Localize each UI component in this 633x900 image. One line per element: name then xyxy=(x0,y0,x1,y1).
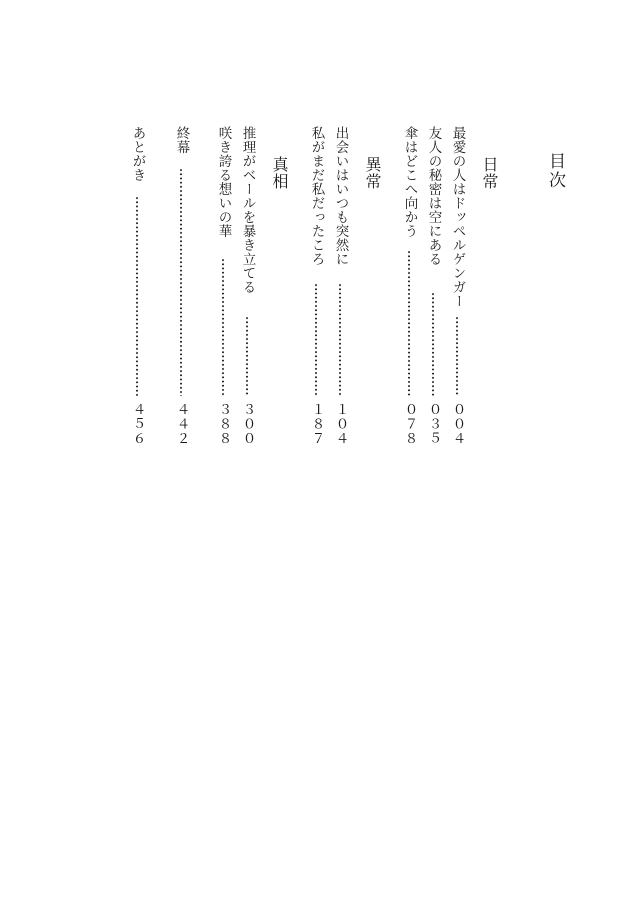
section-heading-nichijou: 日常 xyxy=(480,156,499,190)
toc-entry-title[interactable]: 終幕 xyxy=(173,126,190,154)
section-heading-ijou: 異常 xyxy=(363,156,382,190)
toc-entry-title[interactable]: 傘はどこへ向かう xyxy=(401,126,418,238)
leader-dots xyxy=(222,258,224,396)
leader-dots xyxy=(246,316,248,396)
section-heading-shinsou: 真相 xyxy=(270,156,289,190)
toc-entry-title[interactable]: あとがき xyxy=(129,126,146,182)
toc-entry-page: ３００ xyxy=(239,402,256,446)
leader-dots xyxy=(136,196,138,396)
toc-entry-page: ４４２ xyxy=(173,402,190,446)
toc-entry-title[interactable]: 推理がベールを暴き立てる xyxy=(239,126,256,294)
toc-entry-page: ３８８ xyxy=(215,402,232,446)
toc-entry-title[interactable]: 出会いはいつも突然に xyxy=(332,126,349,266)
leader-dots xyxy=(432,292,434,396)
toc-entry-page: １８７ xyxy=(308,402,325,446)
leader-dots xyxy=(456,316,458,396)
leader-dots xyxy=(339,283,341,396)
toc-title: 目次 xyxy=(545,152,565,190)
toc-entry-page: ０７８ xyxy=(401,402,418,446)
toc-entry-title[interactable]: 私がまだ私だったころ xyxy=(308,126,325,266)
leader-dots xyxy=(180,168,182,396)
toc-entry-page: １０４ xyxy=(332,402,349,446)
toc-entry-page: ００４ xyxy=(449,402,466,446)
toc-entry-title[interactable]: 最愛の人はドッペルゲンガー xyxy=(449,126,466,308)
leader-dots xyxy=(315,283,317,396)
toc-entry-page: ４５６ xyxy=(129,402,146,446)
toc-entry-title[interactable]: 友人の秘密は空にある xyxy=(425,126,442,266)
leader-dots xyxy=(408,250,410,396)
toc-entry-title[interactable]: 咲き誇る想いの華 xyxy=(215,126,232,238)
toc-entry-page: ０３５ xyxy=(425,402,442,446)
